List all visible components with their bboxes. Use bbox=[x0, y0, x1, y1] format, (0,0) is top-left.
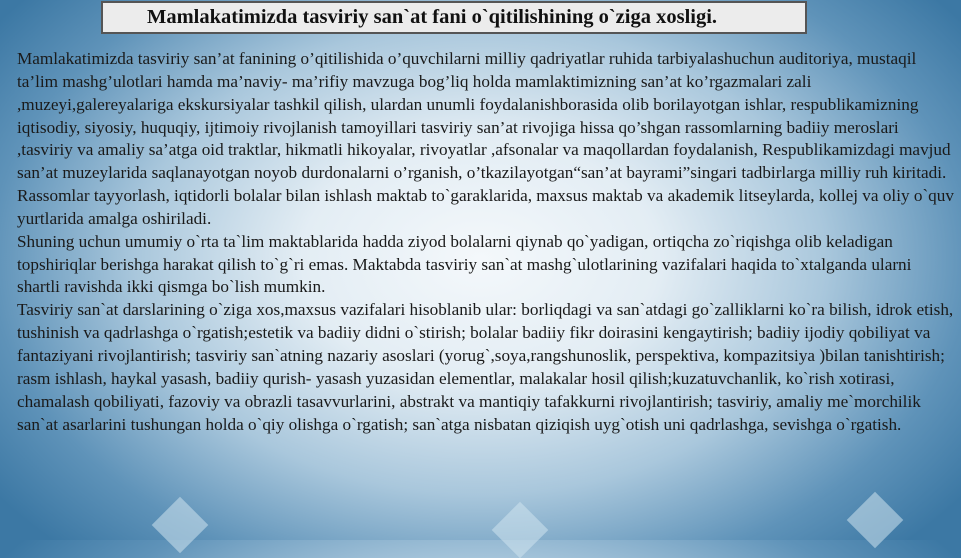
paragraph-3: Tasviriy san`at darslarining o`ziga xos,maxsus vazifalari hisoblanib ular: borliqdagi va san`atdagi go`zalliklarni ko`ra bilish, idrok etish, tushinish va qadrlashga o`rgatish;estetik va badiiy didni o`stirish; bolalar badiiy fikr doirasini kengaytirish; badiiy ijodiy qobiliyat va fantaziyani rivojlantirish; tasviriy san`atning nazariy asoslari (yorug`,soya,rangshunoslik, perspektiva, kompazitsiya )bilan tanishtirish; rasm ishlash, haykal yasash, badiiy qurish- yasash yuzasidan elementlar, malakalar hosil qilish;kuzatuvchanlik, ko`rish xotirasi, chamalash qobiliyati, fazoviy va obrazli tasavvurlarini, abstrakt va mantiqiy tafakkurni rivojlantirish; tasviriy, amaliy me`morchilik san`at asarlarini tushungan holda o`qiy olishga o`rgatish; san`atga nisbatan qiziqish uyg`otish uni qadrlashga, sevishga o`rgatish. bbox=[17, 300, 954, 434]
paragraph-1: Mamlakatimizda tasviriy san’at fanining o’qitilishida o’quvchilarni milliy qadriyatlar ruhida tarbiyalashuchun auditoriya, mustaqil ta’lim mashg’ulotlari hamda ma’naviy- ma’rifiy mavzuga bog’liq holda mamlaktimizning san’at ko’rgazmalari zali ,muzeyi,galereyalariga ekskursiyalar tashkil qilish, ulardan unumli foydalanishborasida olib borilayotgan ishlar, respublikamizning iqtisodiy, siyosiy, huquqiy, ijtimoiy rivojlanish tamoyillari tasviriy san’at rivojiga hissa qo’shgan rassomlarning badiiy meroslari ,tasviriy va amaliy sa’atga oid traktlar, hikmatli hikoyalar, rivoyatlar ,afsonalar va maqollardan foydalanish, Respublikamizdagi mavjud san’at muzeylarida saqlanayotgan noyob durdonalarni o’rganish, o’tkazilayotgan“san’at bayrami”singari tadbirlarga milliy ruh kiritadi. Rassomlar tayyorlash, iqtidorli bolalar bilan ishlash maktab to`garaklarida, maxsus maktab va akademik litseylarda, kollej va oliy o`quv yurtlarida amalga oshiriladi. bbox=[17, 49, 954, 228]
slide-body bbox=[17, 48, 957, 436]
title-box bbox=[101, 1, 807, 34]
background-diamond-left bbox=[152, 497, 209, 554]
background-diamond-center bbox=[492, 502, 549, 558]
slide-title: Mamlakatimizda tasviriy san`at fani o`qitilishining o`ziga xosligi. bbox=[147, 6, 718, 28]
paragraph-2: Shuning uchun umumiy o`rta ta`lim maktablarida hadda ziyod bolalarni qiynab qo`yadigan, ortiqcha zo`riqishga olib keladigan topshiriqlar berishga harakat qilish to`g`ri emas. Maktabda tasviriy san`at mashg`ulotlarining vazifalari haqida to`xtalganda ularni shartli ravishda ikki qismga bo`lish mumkin. bbox=[17, 231, 912, 297]
